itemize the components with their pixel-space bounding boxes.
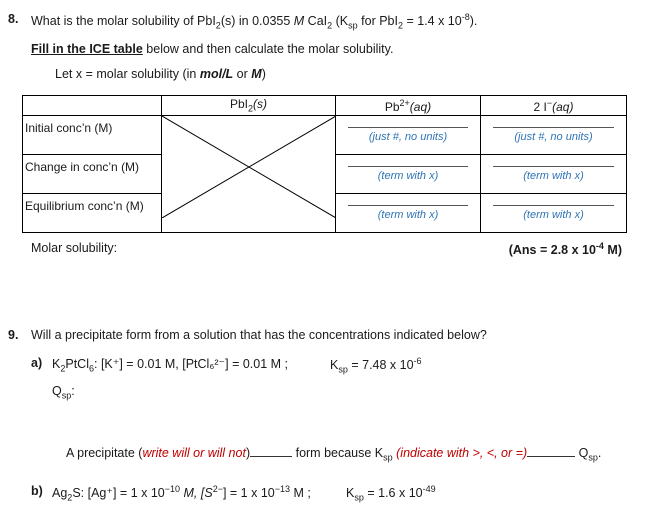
ice-table bbox=[22, 95, 627, 233]
question-9-number: 9. bbox=[8, 328, 19, 342]
part-b-letter: b) bbox=[31, 484, 43, 498]
ice-row-label: Initial conc’n (M) bbox=[23, 116, 162, 155]
molar-solubility-label: Molar solubility: bbox=[31, 241, 118, 255]
part-a-concentrations: $K_2PtCl_6$: [K⁺] = 0.01 M, [PtCl₆²⁻] = 0.01 M ; bbox=[52, 357, 289, 374]
comparison-blank[interactable] bbox=[527, 456, 575, 457]
part-a-qsp-label: $Q_{sp}$: bbox=[52, 384, 75, 401]
ice-cell-i-initial[interactable]: (just #, no units) bbox=[481, 116, 627, 155]
ice-instruction: Fill in the ICE table below and then calculate the molar solubility. bbox=[31, 42, 394, 56]
ice-cell-i-equilibrium[interactable]: (term with x) bbox=[481, 194, 627, 233]
ice-header-empty bbox=[23, 96, 162, 116]
part-b-ksp: $K_{sp} = 1.6$ x $10^{-49}$ bbox=[346, 484, 436, 503]
part-b-concentrations: $Ag_2S$: [Ag⁺] = 1 x $10^{-10}$ M, $[S^{2-}] = 1$ x $10^{-13}$ M ; bbox=[52, 484, 311, 503]
cross-out-mark bbox=[162, 116, 336, 218]
molar-solubility-answer: (Ans = 2.8 x $10^{-4}$ M) bbox=[508, 241, 622, 258]
question-9-stem: Will a precipitate form from a solution that has the concentrations indicated below? bbox=[31, 328, 487, 342]
let-x-definition: Let x = molar solubility (in mol/L or M) bbox=[55, 67, 266, 81]
ice-header-row bbox=[23, 96, 627, 116]
ice-crossed-out-cell bbox=[162, 116, 336, 233]
ice-header-pbi2: PbI$_2$(s) bbox=[162, 96, 336, 116]
part-a-precipitate-sentence: A precipitate (write will or will not) form because $K_{sp}$ (indicate with >, <, or =) $Q_{sp}$. bbox=[66, 446, 602, 463]
question-8-number: 8. bbox=[8, 12, 19, 26]
ice-row-label: Change in conc’n (M) bbox=[23, 155, 162, 194]
ice-row-initial bbox=[23, 116, 627, 155]
ice-cell-i-change[interactable]: (term with x) bbox=[481, 155, 627, 194]
ice-header-pb2plus: $Pb^{2+}(aq)$ bbox=[336, 96, 481, 116]
part-a-ksp: $K_{sp} = 7.48$ x $10^{-6}$ bbox=[330, 356, 422, 375]
ice-cell-pb-initial[interactable]: (just #, no units) bbox=[336, 116, 481, 155]
part-a-letter: a) bbox=[31, 356, 43, 370]
ice-cell-pb-equilibrium[interactable]: (term with x) bbox=[336, 194, 481, 233]
ice-cell-pb-change[interactable]: (term with x) bbox=[336, 155, 481, 194]
question-8-stem: What is the molar solubility of PbI$_2$(s) in 0.0355 M CaI$_2$ ($K_{sp}$ for PbI$_2$ = 1.4 x $10^{-8}$). bbox=[31, 12, 478, 31]
will-or-will-not-blank[interactable] bbox=[250, 456, 292, 457]
ice-row-label: Equilibrium conc’n (M) bbox=[23, 194, 162, 233]
ice-header-iodide: 2 I−(aq) bbox=[481, 96, 627, 116]
